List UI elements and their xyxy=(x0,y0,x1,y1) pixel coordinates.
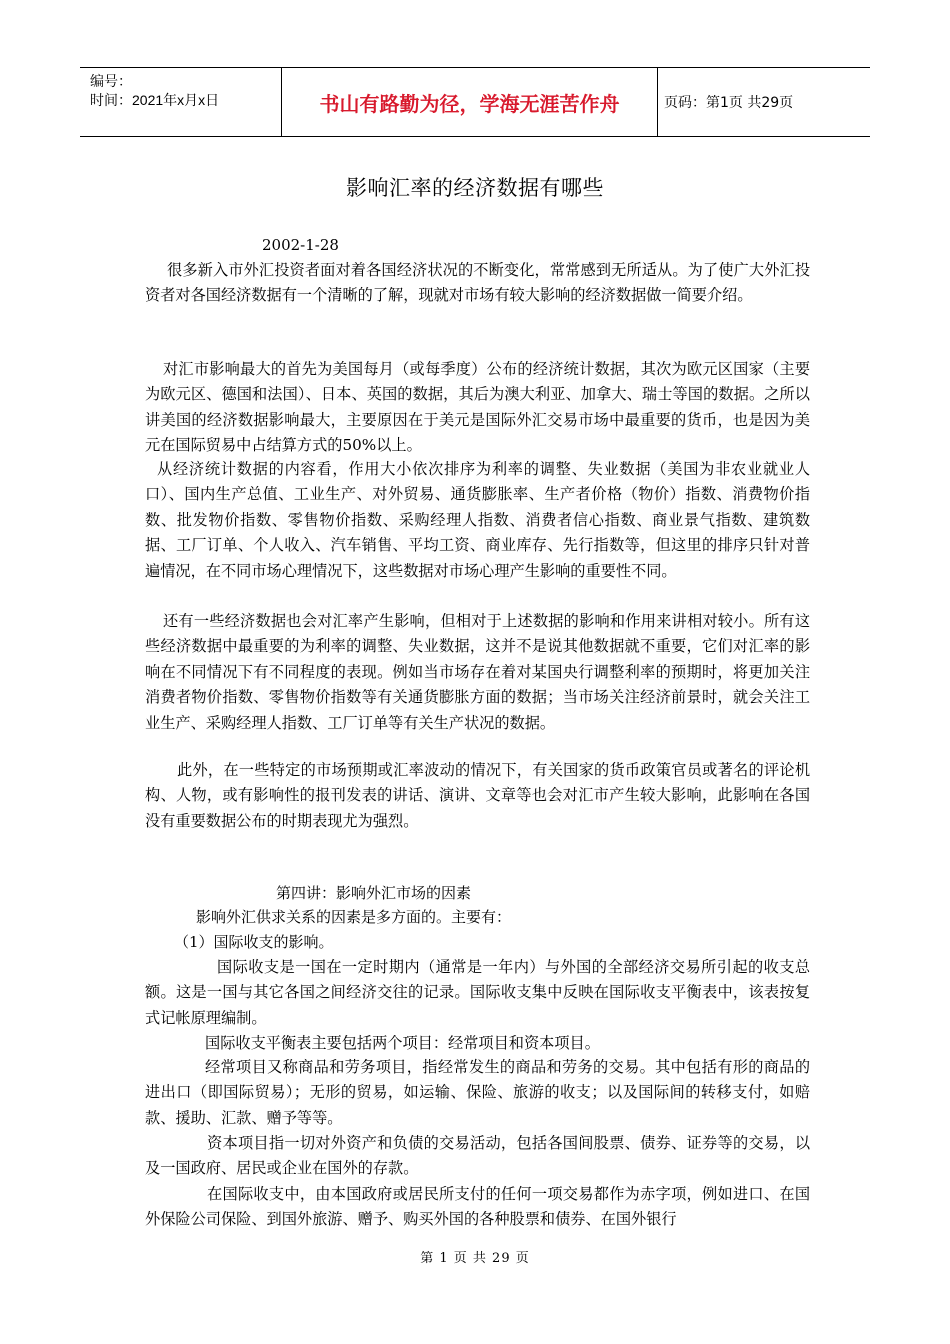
motto-cell xyxy=(282,68,658,136)
motto-text: 书山有路勤为径，学海无涯苦作舟 xyxy=(319,91,620,116)
header-meta-cell xyxy=(80,68,282,136)
page-footer: 第 1 页 共 29 页 xyxy=(420,1251,530,1266)
section-intro: 影响外汇供求关系的因素是多方面的。主要有： xyxy=(196,908,512,926)
paragraph: 从经济统计数据的内容看，作用大小依次排序为利率的调整、失业数据（美国为非农业就业人口）、国内生产总值、工业生产、对外贸易、通货膨胀率、生产者价格（物价）指数、消费物价指数、批发物价指数、零售物价指数、采购经理人指数、消费者信心指数、商业景气指数、建筑数据、工厂订单、个人收入、汽车销售、平均工资、商业库存、先行指数等，但这里的排序只针对普遍情况，在不同市场心理情况下，这些数据对市场心理产生影响的重要性不同。 xyxy=(145,460,810,580)
section-paragraph: 资本项目指一切对外资产和负债的交易活动，包括各国间股票、债券、证券等的交易，以及一国政府、居民或企业在国外的存款。 xyxy=(145,1134,810,1178)
page-header xyxy=(80,67,870,137)
paragraph: 很多新入市外汇投资者面对着各国经济状况的不断变化，常常感到无所适从。为了使广大外汇投资者对各国经济数据有一个清晰的了解，现就对市场有较大影响的经济数据做一简要介绍。 xyxy=(145,261,810,305)
document-date: 2002-1-28 xyxy=(262,236,339,254)
number-label: 编号： xyxy=(90,73,132,89)
section-paragraph: 国际收支是一国在一定时期内（通常是一年内）与外国的全部经济交易所引起的收支总额。这是一国与其它各国之间经济交往的记录。国际收支集中反映在国际收支平衡表中，该表按复式记帐原理编制。 xyxy=(145,958,810,1027)
section-paragraph: 经常项目又称商品和劳务项目，指经常发生的商品和劳务的交易。其中包括有形的商品的进出口（即国际贸易）；无形的贸易，如运输、保险、旅游的收支；以及国际间的转移支付，如赔款、援助、汇款、赠予等等。 xyxy=(145,1058,810,1127)
subsection-heading: （1）国际收支的影响。 xyxy=(174,933,334,951)
section-paragraph: 在国际收支中，由本国政府或居民所支付的任何一项交易都作为赤字项，例如进口、在国外保险公司保险、到国外旅游、赠予、购买外国的各种股票和债券、在国外银行 xyxy=(145,1185,810,1229)
page-info-cell xyxy=(658,68,870,136)
paragraph: 此外，在一些特定的市场预期或汇率波动的情况下，有关国家的货币政策官员或著名的评论机构、人物，或有影响性的报刊发表的讲话、演讲、文章等也会对汇市产生较大影响，此影响在各国没有重要数据公布的时期表现尤为强烈。 xyxy=(145,761,810,830)
section-title: 第四讲：影响外汇市场的因素 xyxy=(276,884,472,902)
time-label: 时间：2021年x月x日 xyxy=(90,92,220,108)
document-title: 影响汇率的经济数据有哪些 xyxy=(346,176,604,200)
paragraph: 还有一些经济数据也会对汇率产生影响，但相对于上述数据的影响和作用来讲相对较小。所有这些经济数据中最重要的为利率的调整、失业数据，这并不是说其他数据就不重要，它们对汇率的影响在不同情况下有不同程度的表现。例如当市场存在着对某国央行调整利率的预期时，将更加关注消费者物价指数、零售物价指数等有关通货膨胀方面的数据；当市场关注经济前景时，就会关注工业生产、采购经理人指数、工厂订单等有关生产状况的数据。 xyxy=(145,612,810,732)
paragraph: 对汇市影响最大的首先为美国每月（或每季度）公布的经济统计数据，其次为欧元区国家（主要为欧元区、德国和法国）、日本、英国的数据，其后为澳大利亚、加拿大、瑞士等国的数据。之所以讲美国的经济数据影响最大，主要原因在于美元是国际外汇交易市场中最重要的货币，也是因为美元在国际贸易中占结算方式的50%以上。 xyxy=(145,360,810,455)
section-paragraph: 国际收支平衡表主要包括两个项目：经常项目和资本项目。 xyxy=(205,1034,600,1052)
page-info: 页码：第1页 共29页 xyxy=(664,95,794,111)
